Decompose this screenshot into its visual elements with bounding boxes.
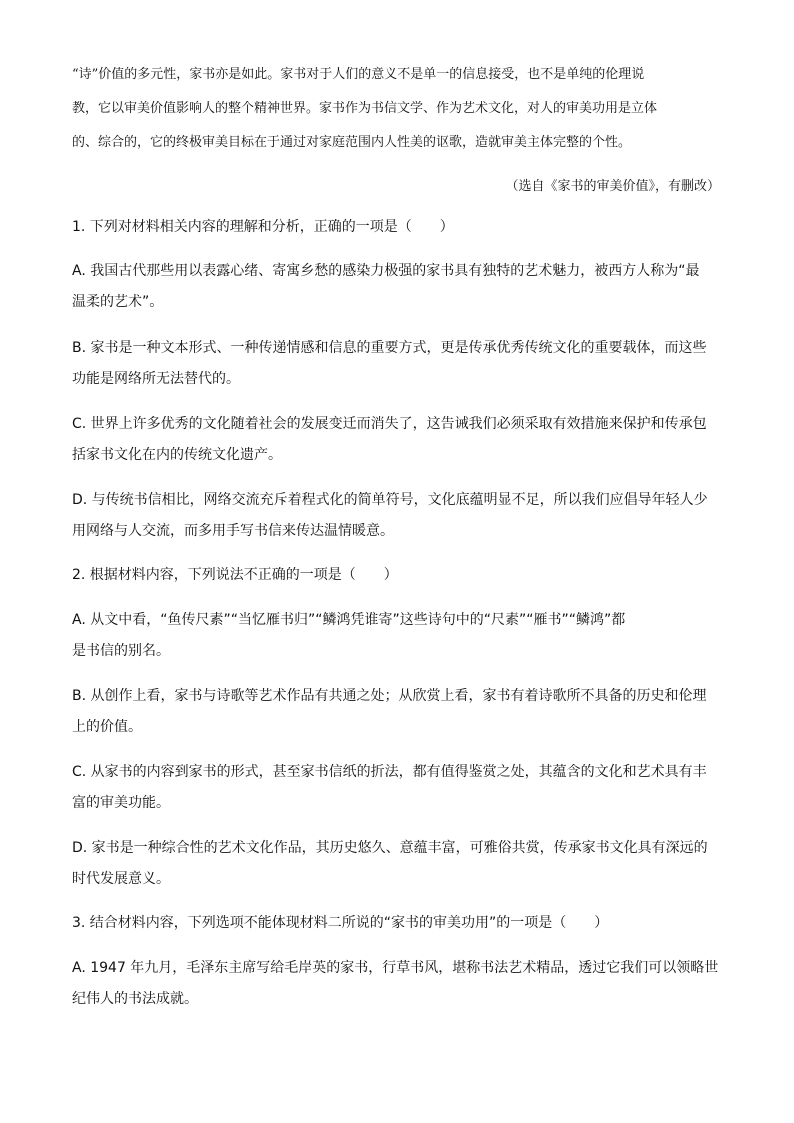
option-line: D. 与传统书信相比，网络交流充斥着程式化的简单符号，文化底蕴明显不足，所以我们应倡导年轻人少 (72, 492, 708, 508)
passage-source: （选自《家书的审美价值》，有删改） (505, 179, 720, 194)
option-line: B. 从创作上看，家书与诗歌等艺术作品有共通之处；从欣赏上看，家书有着诗歌所不具备的历史和伦理 (72, 688, 707, 704)
question-stem: 1. 下列对材料相关内容的理解和分析，正确的一项是（ ） (72, 219, 454, 235)
question-2-option-a (72, 605, 722, 667)
option-line: 温柔的艺术”。 (72, 294, 164, 310)
option-line: C. 从家书的内容到家书的形式，甚至家书信纸的折法，都有值得鉴赏之处，其蕴含的文化和艺术具有丰 (72, 764, 707, 780)
passage-excerpt (72, 58, 720, 160)
option-line: 时代发展意义。 (72, 871, 170, 887)
question-1-stem (72, 212, 722, 243)
question-2-stem (72, 560, 722, 591)
option-line: 用网络与人交流，而多用手写书信来传达温情暖意。 (72, 523, 394, 539)
question-stem: 3. 结合材料内容，下列选项不能体现材料二所说的“家书的审美功用”的一项是（ ） (72, 915, 609, 931)
question-1-option-d (72, 485, 722, 547)
question-3-option-a (72, 953, 722, 1015)
question-2-option-b (72, 681, 722, 743)
passage-line: 的、综合的，它的终极审美目标在于通过对家庭范围内人性美的讴歌，造就审美主体完整的个性。 (72, 135, 632, 150)
option-line: C. 世界上许多优秀的文化随着社会的发展变迁而消失了，这告诫我们必须采取有效措施来保护和传承包 (72, 416, 707, 432)
option-line: 富的审美功能。 (72, 795, 170, 811)
passage-line: 教，它以审美价值影响人的整个精神世界。家书作为书信文学、作为艺术文化，对人的审美功用是立体 (72, 101, 658, 116)
option-line: 是书信的别名。 (72, 643, 170, 659)
question-stem: 2. 根据材料内容，下列说法不正确的一项是（ ） (72, 567, 398, 583)
option-line: D. 家书是一种综合性的艺术文化作品，其历史悠久、意蕴丰富，可雅俗共赏，传承家书文化具有深远的 (72, 840, 708, 856)
option-line: 功能是网络所无法替代的。 (72, 371, 240, 387)
option-line: B. 家书是一种文本形式、一种传递情感和信息的重要方式，更是传承优秀传统文化的重要载体，而这些 (72, 340, 707, 356)
option-line: A. 从文中看，“鱼传尺素”“当忆雁书归”“鳞鸿凭谁寄”这些诗句中的“尺素”“雁书”“鳞鸿”都 (72, 612, 626, 628)
question-2-option-c (72, 757, 722, 819)
option-line: A. 1947 年九月，毛泽东主席写给毛岸英的家书，行草书风，堪称书法艺术精品，透过它我们可以领略世 (72, 960, 719, 976)
question-1-option-a (72, 256, 722, 318)
option-line: A. 我国古代那些用以表露心绪、寄寓乡愁的感染力极强的家书具有独特的艺术魅力，被西方人称为“最 (72, 263, 700, 279)
option-line: 括家书文化在内的传统文化遗产。 (72, 447, 282, 463)
option-line: 纪伟人的书法成就。 (72, 991, 198, 1007)
question-1-option-c (72, 409, 722, 471)
question-3-stem (72, 908, 722, 939)
question-2-option-d (72, 833, 722, 895)
option-line: 上的价值。 (72, 719, 142, 735)
question-1-option-b (72, 333, 722, 395)
passage-line: “诗”价值的多元性，家书亦是如此。家书对于人们的意义不是单一的信息接受，也不是单纯的伦理说 (72, 67, 645, 82)
